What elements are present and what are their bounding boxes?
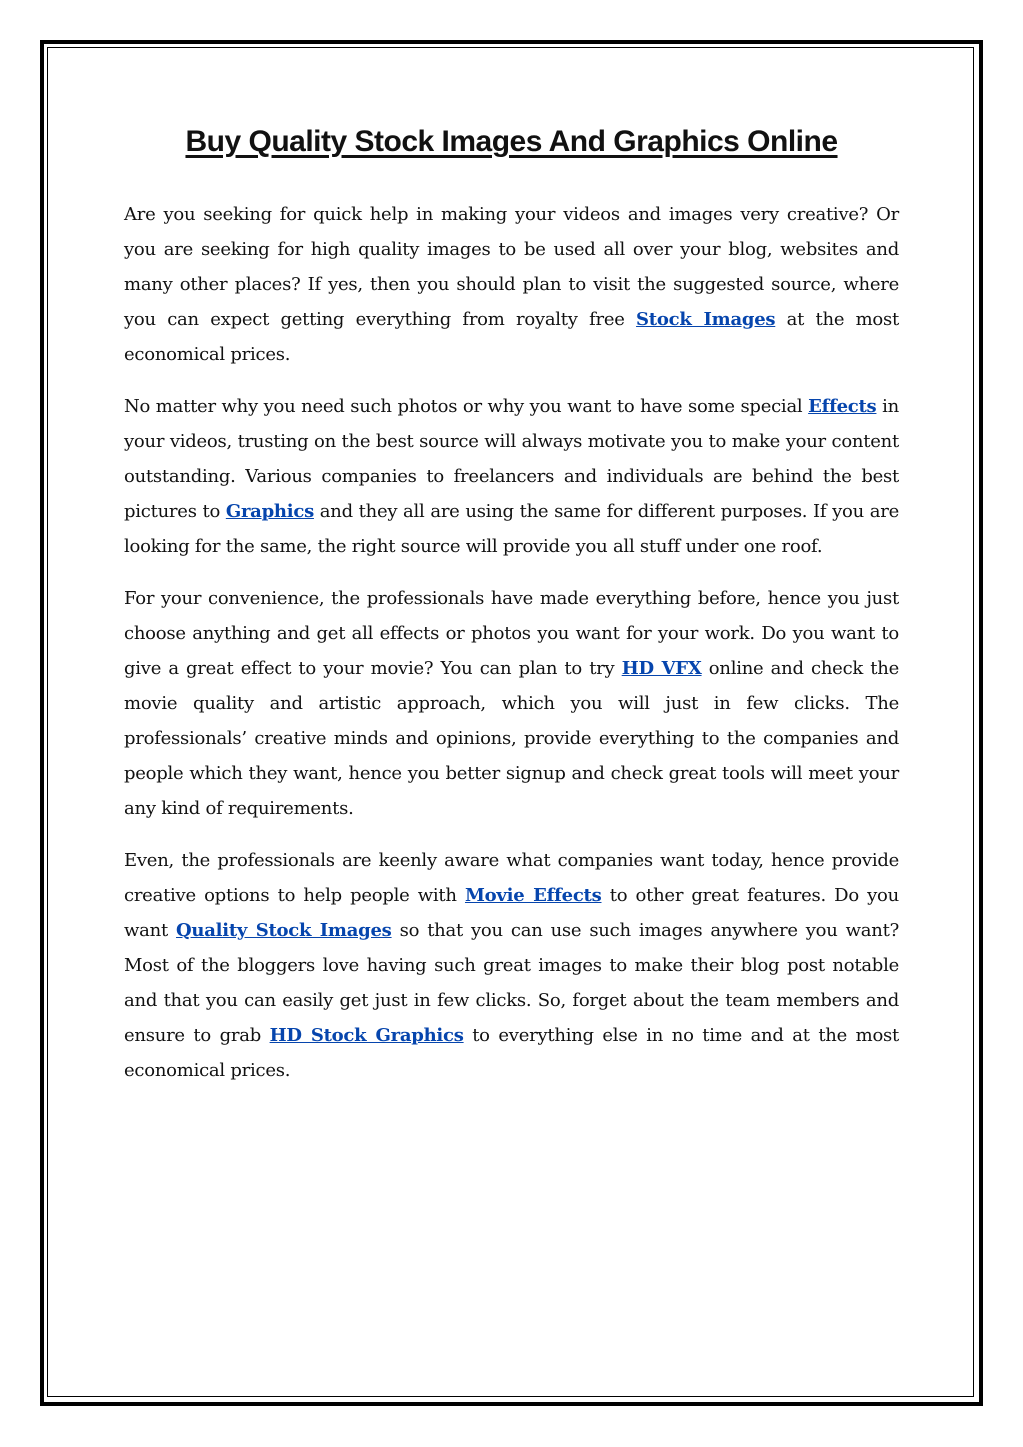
paragraph-4 — [124, 843, 899, 1088]
hd-vfx-link[interactable]: HD VFX — [621, 658, 702, 679]
paragraph-4-text-3: so that you can use such images anywhere you want? Most of the bloggers love having such great images to make their blog post notable and that you can easily get just in few clicks. So, forget about the team members and ensure to grab — [124, 920, 900, 1046]
paragraph-2-text-2: in your videos, trusting on the best source will always motivate you to make your content outstanding. Various companies to freelancers and individuals are behind the best pictures to — [124, 396, 899, 522]
quality-stock-images-link[interactable]: Quality Stock Images — [176, 920, 392, 941]
effects-link[interactable]: Effects — [808, 396, 877, 417]
paragraph-2 — [124, 389, 899, 564]
paragraph-3-text-2: online and check the movie quality and artistic approach, which you will just in few clicks. The professionals’ creative minds and opinions, provide everything to the companies and people which they want, hence you better signup and check great tools will meet your any kind of requirements. — [124, 658, 900, 819]
paragraph-3 — [124, 581, 899, 826]
stock-images-link[interactable]: Stock Images — [636, 309, 776, 330]
document-title: Buy Quality Stock Images And Graphics Online — [185, 125, 838, 158]
movie-effects-link[interactable]: Movie Effects — [464, 885, 602, 906]
paragraph-4-text-4: to everything else in no time and at the most economical prices. — [124, 1025, 900, 1081]
paragraph-1 — [124, 197, 899, 372]
document-body — [124, 125, 899, 1105]
graphics-link[interactable]: Graphics — [225, 501, 314, 522]
paragraph-2-text-3: and they all are using the same for different purposes. If you are looking for the same, the right source will provide you all stuff under one roof. — [124, 501, 899, 557]
paragraph-1-text-1: Are you seeking for quick help in making your videos and images very creative? Or you are seeking for high quality images to be used all over your blog, websites and many other places? If yes, then you should plan to visit the suggested source, where you can expect getting everything from royalty free — [124, 204, 899, 330]
paragraph-4-text-1: Even, the professionals are keenly aware what companies want today, hence provide creative options to help people with — [124, 850, 899, 906]
paragraph-4-text-2: to other great features. Do you want — [124, 885, 899, 941]
paragraph-3-text-1: For your convenience, the professionals have made everything before, hence you just choose anything and get all effects or photos you want for your work. Do you want to give a great effect to your movie? You can plan to try — [124, 588, 899, 679]
paragraph-2-text-1: No matter why you need such photos or why you want to have some special — [124, 396, 809, 417]
paragraph-1-text-2: at the most economical prices. — [124, 309, 899, 365]
hd-stock-graphics-link[interactable]: HD Stock Graphics — [269, 1025, 464, 1046]
